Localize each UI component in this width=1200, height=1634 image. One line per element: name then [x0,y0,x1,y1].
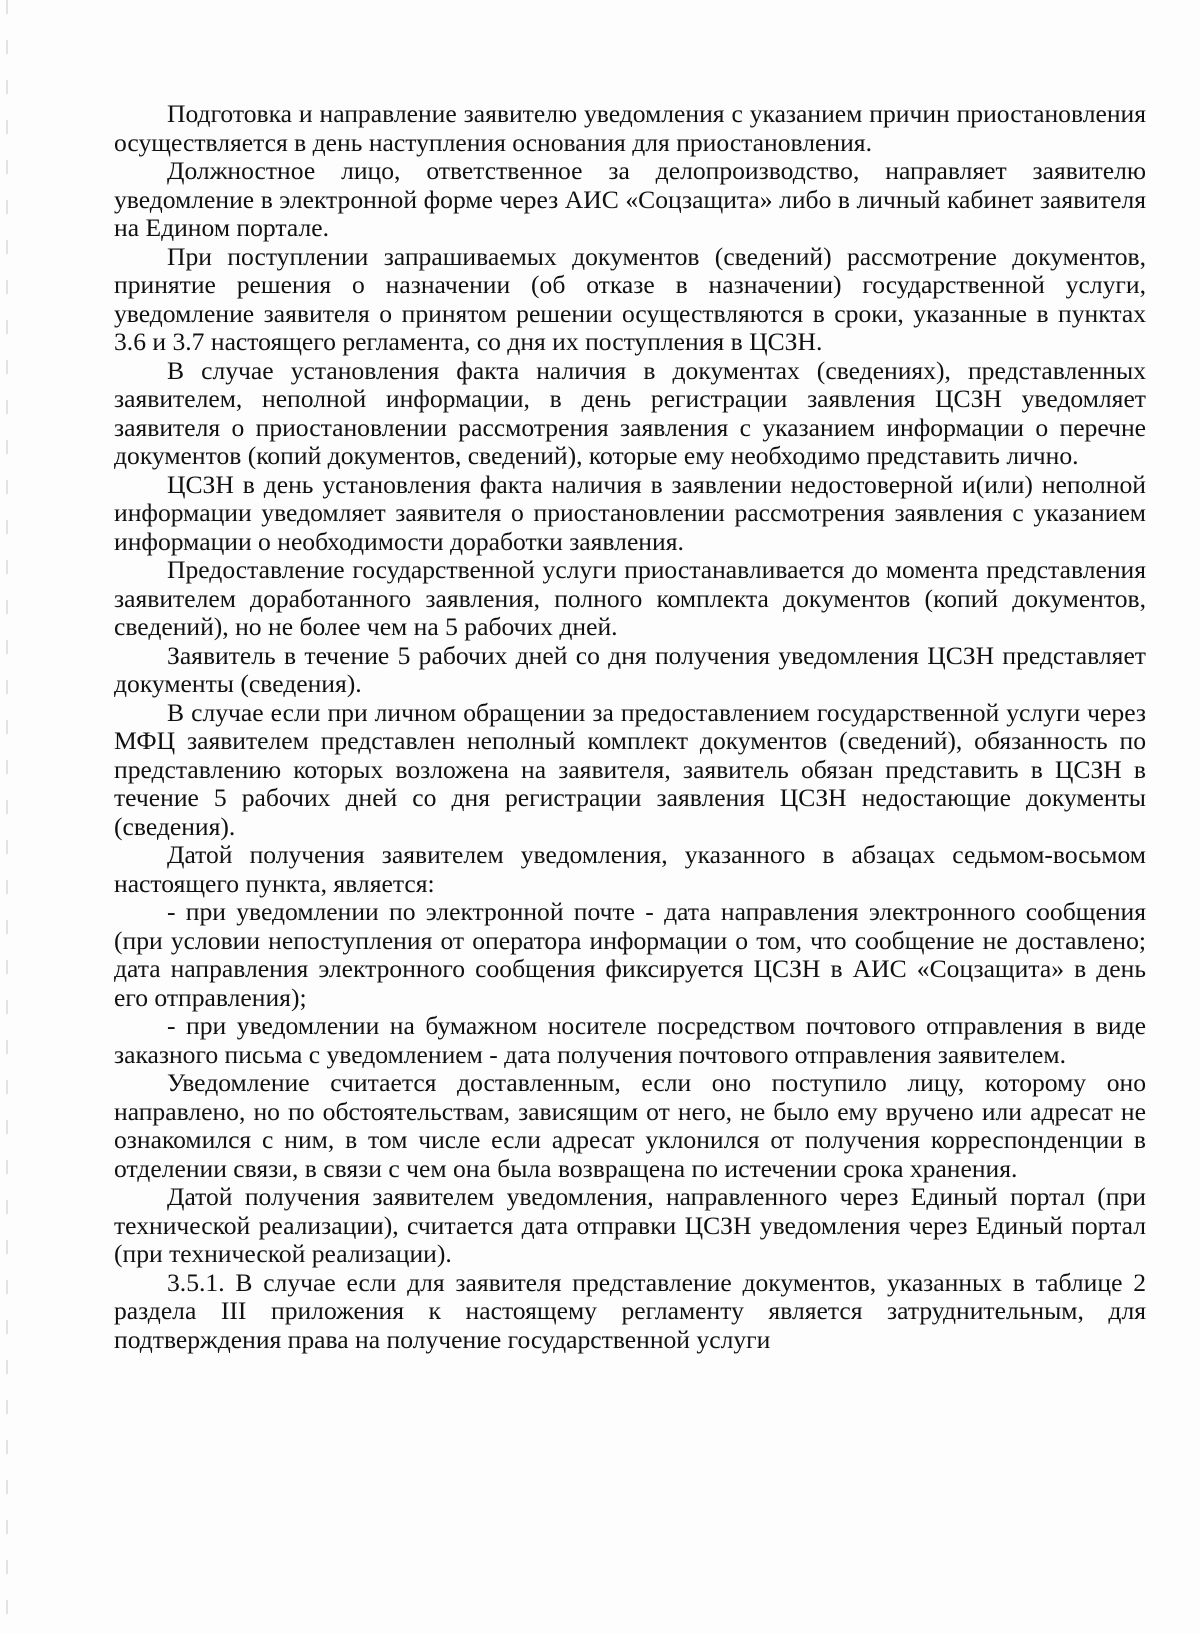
scan-binding-edge [6,0,8,1634]
paragraph-requested-documents: При поступлении запрашиваемых документов (сведений) рассмотрение документов, принятие решения о назначении (об отказе в назначении) государственной услуги, уведомление заявителя о принятом решении осуществляются в сроки, указанные в пунктах 3.6 и 3.7 настоящего регламента, со дня их поступления в ЦСЗН. [114,241,1146,356]
list-item-email-notice: - при уведомлении по электронной почте - дата направления электронного сообщения (при условии непоступления от оператора информации о том, что сообщение не доставлено; дата направления электронного сообщения фиксируется ЦСЗН в АИС «Соцзащита» в день его отправления); [114,897,1146,1012]
list-item-paper-notice: - при уведомлении на бумажном носителе посредством почтового отправления в виде заказного письма с уведомлением - дата получения почтового отправления заявителем. [114,1011,1146,1069]
paragraph-official-sends-notice: Должностное лицо, ответственное за делопроизводство, направляет заявителю уведомление в электронной форме через АИС «Соцзащита» либо в личный кабинет заявителя на Едином портале. [114,156,1146,242]
paragraph-incomplete-information: В случае установления факта наличия в документах (сведениях), представленных заявителем, неполной информации, в день регистрации заявления ЦСЗН уведомляет заявителя о приостановлении рассмотрения заявления с указанием информации о перечне документов (копий документов, сведений), которые ему необходимо представить лично. [114,355,1146,470]
paragraph-service-suspended: Предоставление государственной услуги приостанавливается до момента представления заявителем доработанного заявления, полного комплекта документов (копий документов, сведений), но не более чем на 5 рабочих дней. [114,555,1146,641]
paragraph-notice-delivered: Уведомление считается доставленным, если оно поступило лицу, которому оно направлено, но по обстоятельствам, зависящим от него, не было ему вручено или адресат не ознакомился с ним, в том числе если адресат уклонился от получения корреспонденции в отделении связи, в связи с чем она была возвращена по истечении срока хранения. [114,1068,1146,1183]
paragraph-section-3-5-1: 3.5.1. В случае если для заявителя представление документов, указанных в таблице 2 раздела III приложения к настоящему регламенту является затруднительным, для подтверждения права на получение государственной услуги [114,1267,1146,1354]
paragraph-notice-receipt-date: Датой получения заявителем уведомления, указанного в абзацах седьмом-восьмом настоящего пункта, является: [114,840,1146,898]
paragraph-mfc-incomplete-set: В случае если при личном обращении за предоставлением государственной услуги через МФЦ заявителем представлен неполный комплект документов (сведений), обязанность по представлению которых возложена на заявителя, заявитель обязан представить в ЦСЗН в течение 5 рабочих дней со дня регистрации заявления ЦСЗН недостающие документы (сведения). [114,697,1146,841]
paragraph-applicant-deadline: Заявитель в течение 5 рабочих дней со дня получения уведомления ЦСЗН представляет документы (сведения). [114,640,1146,698]
paragraph-unreliable-information: ЦСЗН в день установления факта наличия в заявлении недостоверной и(или) неполной информации уведомляет заявителя о приостановлении рассмотрения заявления с указанием информации о необходимости доработки заявления. [114,469,1146,556]
paragraph-portal-notice-date: Датой получения заявителем уведомления, направленного через Единый портал (при технической реализации), считается дата отправки ЦСЗН уведомления через Единый портал (при технической реализации). [114,1182,1146,1268]
document-body [114,100,1146,1354]
paragraph-suspension-notice: Подготовка и направление заявителю уведомления с указанием причин приостановления осуществляется в день наступления основания для приостановления. [114,99,1146,157]
